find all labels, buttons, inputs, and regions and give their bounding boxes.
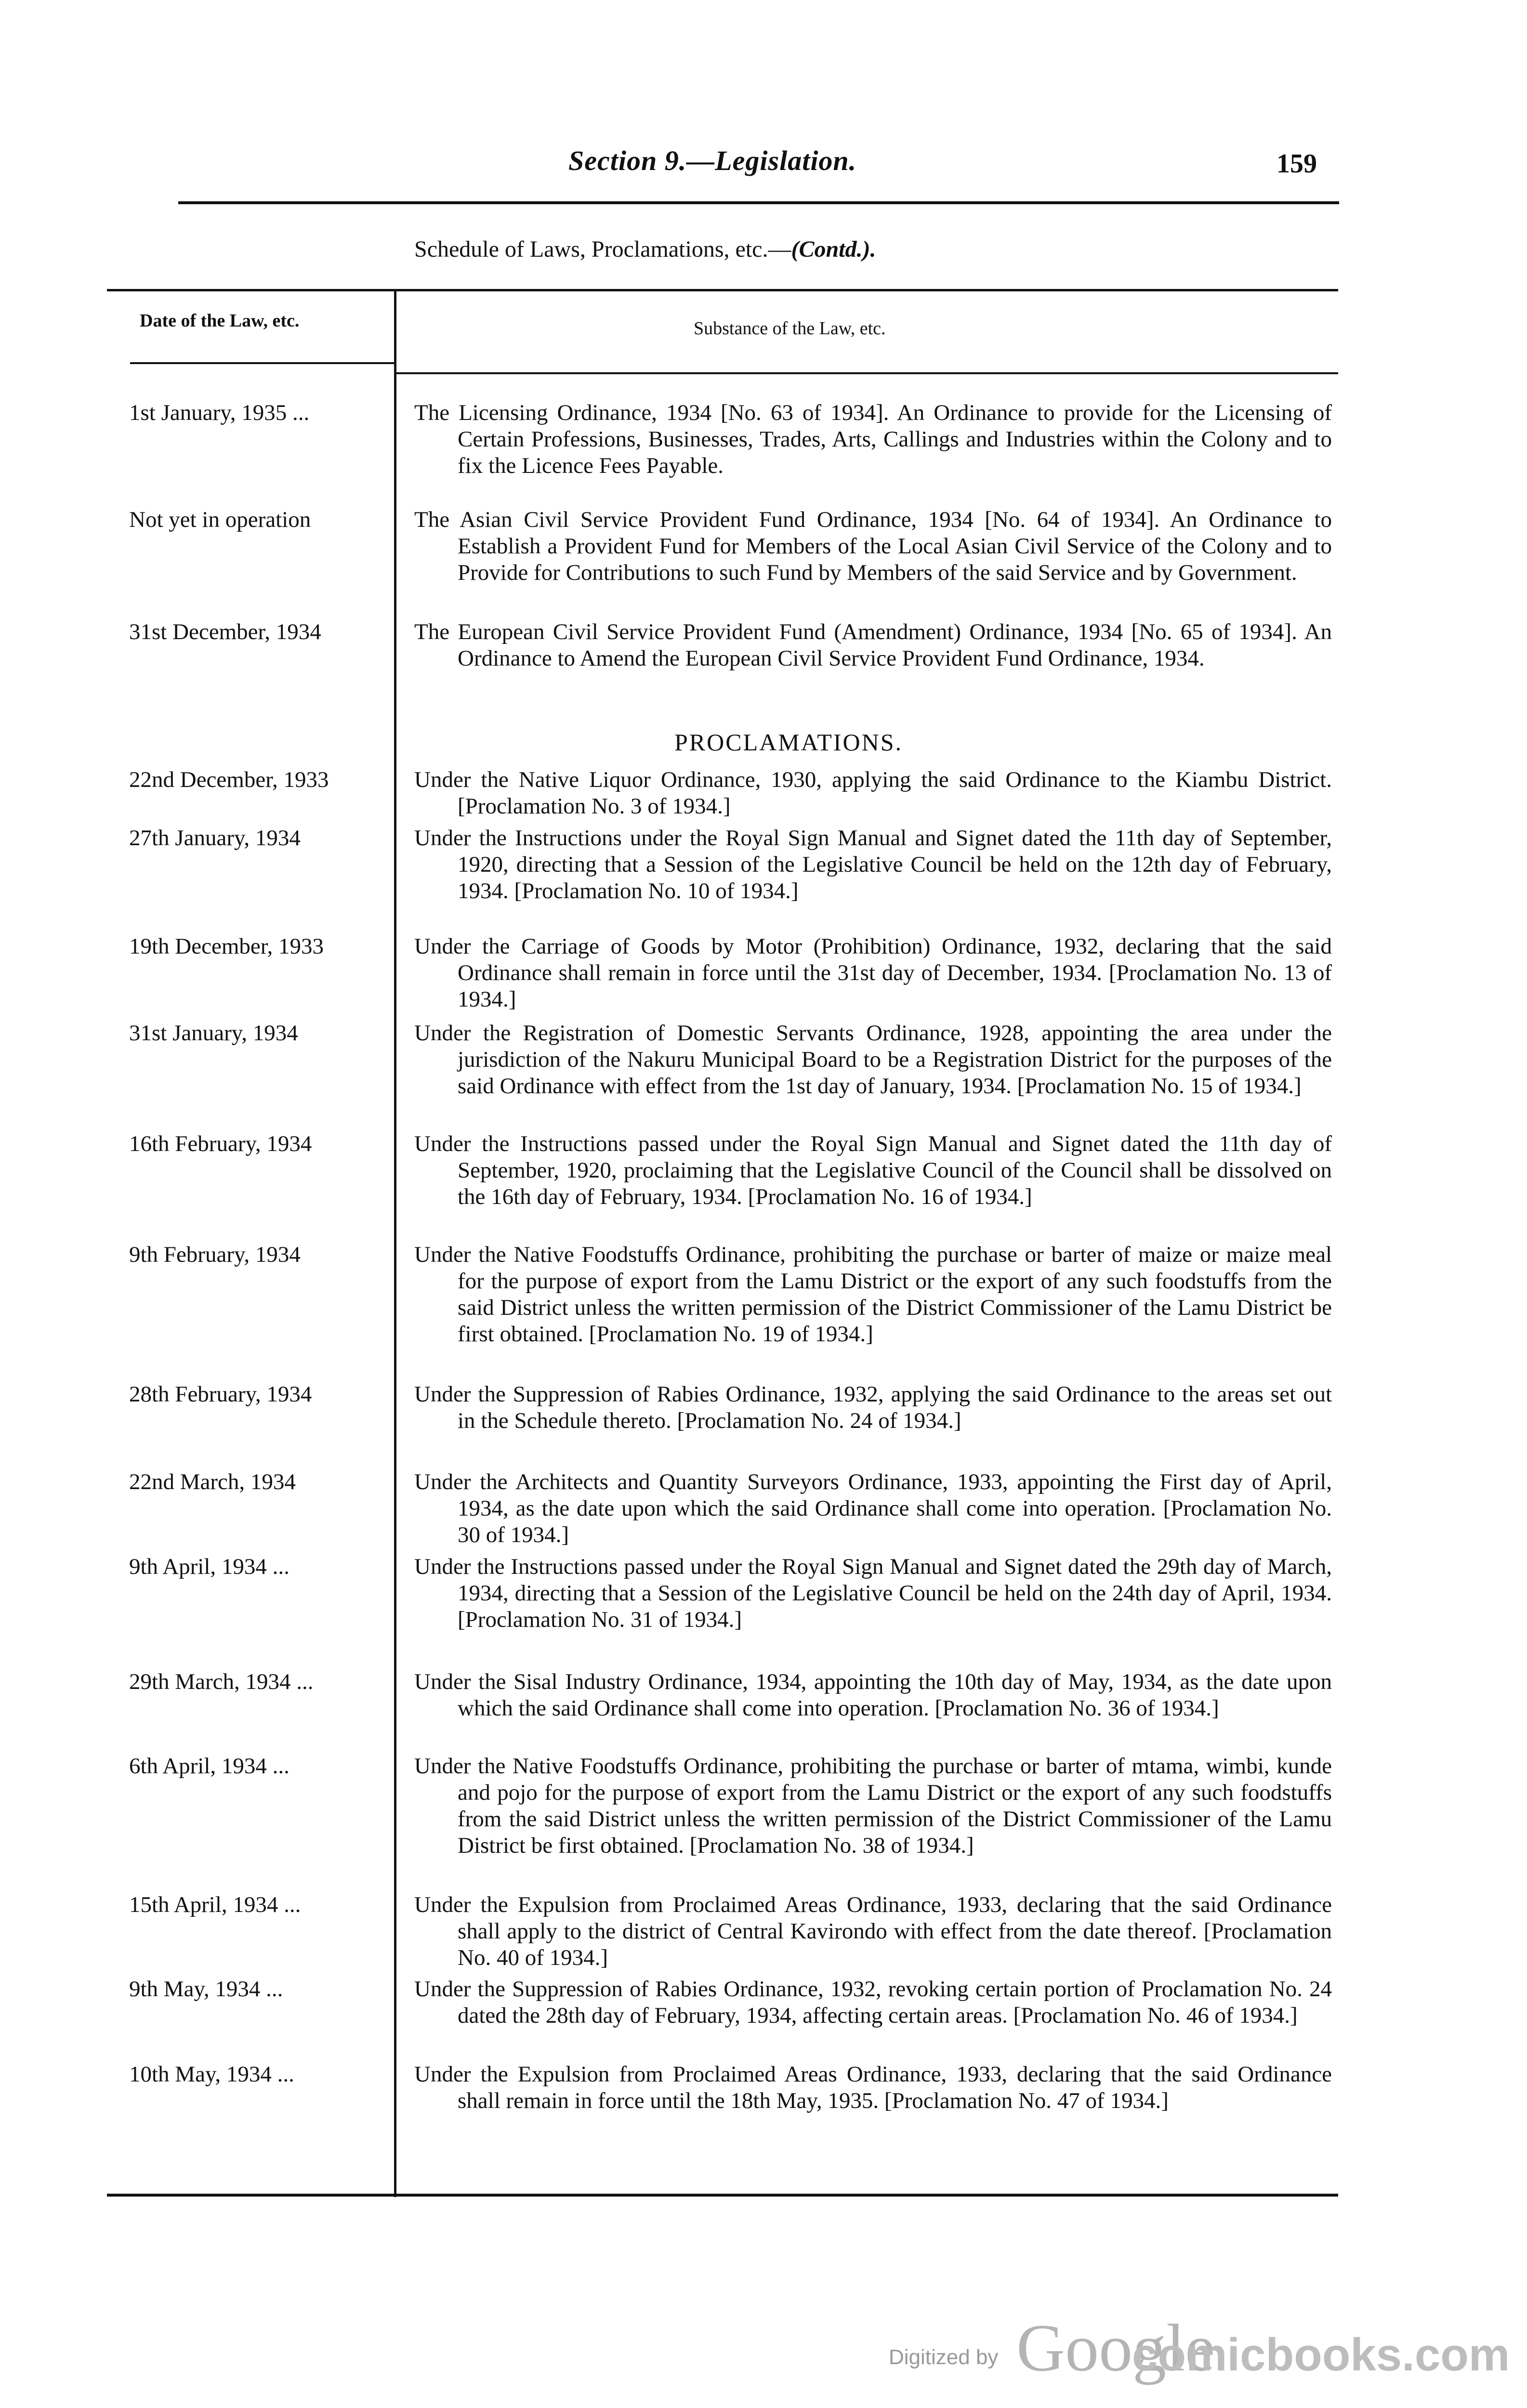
header-bottom-rule-right [396, 372, 1338, 374]
entry-date: Not yet in operation [129, 507, 311, 532]
entry-text: Under the Expulsion from Proclaimed Areas Ordinance, 1933, declaring that the said Ordinance shall apply to the district of Central Kavirondo with effect from the date thereof. [Proclamation No. 40 of 1934.] [414, 1892, 1332, 1970]
entry-text: Under the Instructions passed under the Royal Sign Manual and Signet dated the 11th day of September, 1920, proclaiming that the Legislative Council of the Council shall be dissolved on the 16th day of February, 1934. [Proclamation No. 16 of 1934.] [414, 1131, 1332, 1209]
running-head: Section 9.—Legislation. [568, 145, 857, 176]
entry-text: Under the Expulsion from Proclaimed Areas Ordinance, 1933, declaring that the said Ordinance shall remain in force until the 18th May, 1935. [Proclamation No. 47 of 1934.] [414, 2062, 1332, 2113]
entry-text: Under the Native Foodstuffs Ordinance, prohibiting the purchase or barter of maize or maize meal for the purpose of export from the Lamu District or the export of any such foodstuffs from the said District unless the written permission of the District Commissioner of the Lamu District be first obtained. [Proclamation No. 19 of 1934.] [414, 1242, 1332, 1347]
entry-date: 9th February, 1934 [129, 1242, 301, 1267]
entry-date: 31st December, 1934 [129, 619, 321, 644]
entry-text: Under the Suppression of Rabies Ordinance, 1932, revoking certain portion of Proclamation No. 24 dated the 28th day of February, 1934, affecting certain areas. [Proclamation No. 46 of 1934.] [414, 1976, 1332, 2028]
header-bottom-rule-left [130, 362, 394, 364]
entry-date: 16th February, 1934 [129, 1131, 312, 1156]
entry-text: Under the Instructions passed under the Royal Sign Manual and Signet dated the 29th day of March, 1934, directing that a Session of the Legislative Council be held on the 24th day of April, 1934. [Proclamation No. 31 of 1934.] [414, 1554, 1332, 1632]
header-rule [178, 201, 1339, 204]
entry-date: 10th May, 1934 ... [129, 2062, 294, 2087]
watermark-text: comicbooks.com [1132, 2329, 1510, 2381]
entry-date: 22nd December, 1933 [129, 767, 329, 792]
entry-date: 29th March, 1934 ... [129, 1669, 314, 1694]
google-wordmark: Google [1016, 2311, 1215, 2385]
entry-text: Under the Instructions under the Royal Sign Manual and Signet dated the 11th day of September, 1920, directing that a Session of the Legislative Council be held on the 12th day of February, 1934. [Proclamation No. 10 of 1934.] [414, 825, 1332, 903]
entry-text: Under the Native Liquor Ordinance, 1930, applying the said Ordinance to the Kiambu District. [Proclamation No. 3 of 1934.] [414, 767, 1332, 819]
entry-date: 27th January, 1934 [129, 825, 301, 851]
entry-date: 28th February, 1934 [129, 1382, 312, 1407]
entry-date: 1st January, 1935 ... [129, 400, 310, 425]
entry-date: 6th April, 1934 ... [129, 1754, 290, 1779]
column-divider [394, 290, 396, 2197]
entry-date: 31st January, 1934 [129, 1021, 298, 1046]
entry-text: Under the Native Foodstuffs Ordinance, prohibiting the purchase or barter of mtama, wimbi, kunde and pojo for the purpose of export from the Lamu District or the export of any such foodstuffs from the said District unless the written permission of the District Commissioner of the Lamu District be first obtained. [Proclamation No. 38 of 1934.] [414, 1754, 1332, 1858]
entry-date: 22nd March, 1934 [129, 1469, 296, 1494]
column-header-substance: Substance of the Law, etc. [694, 318, 886, 339]
entry-text: The European Civil Service Provident Fund (Amendment) Ordinance, 1934 [No. 65 of 1934]. An Ordinance to Amend the European Civil Service Provident Fund Ordinance, 1934. [414, 619, 1332, 671]
table-caption [414, 236, 876, 262]
entry-text: Under the Registration of Domestic Servants Ordinance, 1928, appointing the area under the jurisdiction of the Nakuru Municipal Board to be a Registration District for the purposes of the said Ordinance with effect from the 1st day of January, 1934. [Proclamation No. 15 of 1934.] [414, 1021, 1332, 1099]
entry-text: Under the Suppression of Rabies Ordinance, 1932, applying the said Ordinance to the areas set out in the Schedule thereto. [Proclamation No. 24 of 1934.] [414, 1382, 1332, 1433]
section-heading-proclamations: PROCLAMATIONS. [674, 729, 903, 756]
entry-date: 19th December, 1933 [129, 934, 324, 959]
entry-date: 9th May, 1934 ... [129, 1976, 283, 2002]
entry-date: 9th April, 1934 ... [129, 1554, 290, 1579]
entry-text: Under the Carriage of Goods by Motor (Prohibition) Ordinance, 1932, declaring that the said Ordinance shall remain in force until the 31st day of December, 1934. [Proclamation No. 13 of 1934.] [414, 934, 1332, 1012]
entry-text: The Licensing Ordinance, 1934 [No. 63 of 1934]. An Ordinance to provide for the Licensing of Certain Professions, Businesses, Trades, Arts, Callings and Industries within the Colony and to fix the Licence Fees Payable. [414, 400, 1332, 478]
table-caption-text: Schedule of Laws, Proclamations, etc.— [414, 236, 791, 262]
entry-date: 15th April, 1934 ... [129, 1892, 301, 1917]
table-bottom-rule [107, 2194, 1338, 2197]
entry-text: Under the Sisal Industry Ordinance, 1934, appointing the 10th day of May, 1934, as the date upon which the said Ordinance shall come into operation. [Proclamation No. 36 of 1934.] [414, 1669, 1332, 1721]
table-top-rule [107, 289, 1338, 291]
entry-text: The Asian Civil Service Provident Fund Ordinance, 1934 [No. 64 of 1934]. An Ordinance to Establish a Provident Fund for Members of the Local Asian Civil Service of the Colony and to Provide for Contributions to such Fund by Members of the said Service and by Government. [414, 507, 1332, 585]
column-header-date: Date of the Law, etc. [140, 311, 300, 331]
entry-text: Under the Architects and Quantity Surveyors Ordinance, 1933, appointing the First day of April, 1934, as the date upon which the said Ordinance shall come into operation. [Proclamation No. 30 of 1934.] [414, 1469, 1332, 1547]
page-number: 159 [1277, 149, 1317, 179]
table-caption-contd: (Contd.). [791, 236, 876, 262]
digitized-by-label: Digitized by [889, 2345, 999, 2369]
